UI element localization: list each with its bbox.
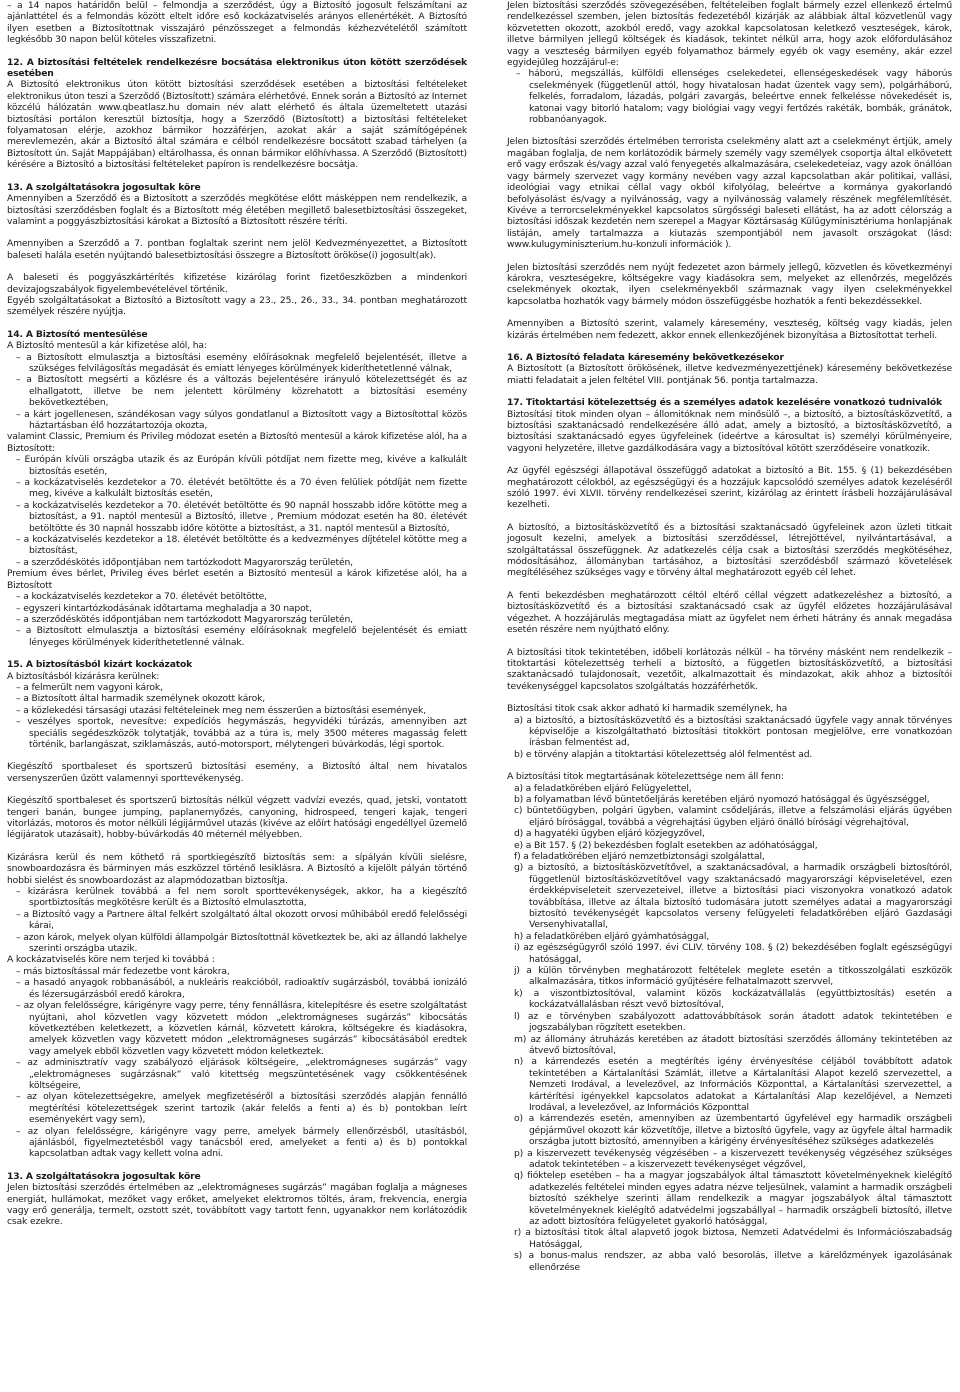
list-item: – a hasadó anyagok robbanásából, a nukleáris reakcióból, radioaktív sugárzásból, továbbá ionizáló és lézersugárzásból eredő károkra, [7,977,467,1000]
list-item: – a kockázatviselés kezdetekor a 18. életévét betöltötte és a kedvezményes díjtételel kötötte meg a biztosítást, [7,534,467,557]
list-item: c) büntetőügyben, polgári ügyben, valamint csődeljárás, illetve a felszámolási eljárás ügyében eljáró bírósággal, továbbá a végrehajtási ügyben eljáró önálló bírósági végrehajtóval, [514,805,952,828]
section-13-heading: 13. A szolgáltatásokra jogosultak köre [7,181,201,193]
list-item: a) a biztosító, a biztosításközvetítő és a biztosítási szaktanácsadó ügyfele vagy annak törvényes képviselője a kiszolgáltatható biztosítási titokkört pontosan megjelölve, erre vonatkozóan írásban felmentést ad, [514,714,952,749]
list-item: – a Biztosított által harmadik személynek okozott károk, [7,693,467,704]
section-16-left [7,1171,467,1228]
section-13-p2: Amennyiben a Szerződő a 7. pontban foglaltak szerint nem jelöl Kedvezményezettet, a Biztosított baleseti halála esetén nyújtandó balesetbiztosítási összegre a Biztosított örököse(i) jogosult(ak). [7,238,467,261]
left-column [7,0,467,1228]
list-item: k) a viszontbiztosítóval, valamint közös kockázatvállalás (együttbiztosítás) esetén a kockázatvállalásban részt vevő biztosítóval, [514,987,952,1011]
list-item: s) a bonus-malus rendszer, az abba való besorolás, illetve a kárelőzmények igazolásának ellenőrzése [514,1250,952,1273]
list-item: – kizárásra kerülnek továbbá a fel nem sorolt sporttevékenységek, akkor, ha a kiegészítő sportbiztosítás megkötésre került és a Biztosító elmulasztotta, [7,886,467,909]
list-item: e) a Bit 157. § (2) bekezdésben foglalt esetekben az adóhatósággal, [514,839,818,851]
section-16-left-heading: 13. A szolgáltatásokra jogosultak köre [7,1170,201,1182]
section-17-p5: A biztosítási titok tekintetében, időbeli korlátozás nélkül – ha törvény másként nem rendelkezik – titoktartási kötelezettség terheli a biztosító, a független biztosításközvetítő, a biztosítási szaktanácsadó tulajdonosait, vezetőit, alkalmazottait és mindazokat, akik ahhoz a biztosítói tevékenységgel kapcsolatos szolgáltatás hozzáférhetők. [507,646,952,692]
section-16-body: A Biztosított (a Biztosított örökösének, illetve kedvezményezettjének) káresemény bekövetkezése miatti feladatait a jelen feltétel VIII. pontjának 56. pontja tartalmazza. [507,363,952,386]
list-item: – veszélyes sportok, nevesítve: expedíciós hegymászás, hegyvidéki túrázás, amennyiben azt speciális segédeszközök tolytatják, továbbá az a túra is, mely 3500 méteres magasság felett történik, barlangászat, sziklamászás, autó-motorsport, mélytengeri búvárkodás, légi sportok. [7,716,467,750]
section-17-heading: 17. Titoktartási kötelezettség és a személyes adatok kezelésére vonatkozó tudnivalók [507,397,942,409]
list-item: – a közlekedési társasági utazási feltételeinek meg nem ésszerűen a biztosítási események, [7,705,467,716]
list-item: – egyszeri kintartózkodásának időtartama meghaladja a 30 napot, [7,603,467,614]
section-12-heading: 12. A biztosítási feltételek rendelkezésre bocsátása elektronikus úton kötött szerződések esetében [7,56,467,80]
list-item: – a felmerült nem vagyoni károk, [7,682,467,693]
list-item: b) a folyamatban lévő büntetőeljárás keretében eljáró nyomozó hatósággal és ügyészséggel, [514,793,930,805]
list-item: l) az e törvényben szabályozott adattovábbítások során átadott adatok tekintetében e jogszabályban rögzített esetekben. [514,1010,952,1034]
section-15-p2: Kiegészítő sportbaleset és sportszerű biztosítás nélkül végzett vadvízi evezés, quad, jetski, vontatott tengeri banán, bungee jumping, paplanernyőzés, canyoning, hidrospeed, tengeri kajak, tengeri vitorlázás, motoros és motor nélküli légijárművel utazás (kivéve az előírt hatósági engedéllyel üzemelő légijáratok utazásait), hobby-búvárkodás 40 méternél mélyebben. [7,795,467,841]
list-item: – a szerződéskötés időpontjában nem tartózkodott Magyarország területén, [7,614,467,625]
terror-exclusion [507,136,952,250]
section-13-p1: Amennyiben a Szerződő és a Biztosított a szerződés megkötése előtt másképpen nem rendelkezik, a biztosítási szerződésben foglalt és a Biztosított még életében megillető balesetbiztosítási összegeket, valamint a poggyászbiztosítási károkat a Biztosító a Biztosított részére téríti. [7,193,467,227]
war-exclusion [507,0,952,125]
list-item: – a kockázatviselés kezdetekor a 70. életévét betöltötte és 90 napnál hosszabb időre kötötte meg a biztosítást, a 91. naptól mentesül a Biztosító, illetve , Premium módozat esetén ha 80. életévét betöltötte és 30 napnál hosszabb időre kötötte a biztosítást, a 31. naptól mentesül a Biztosító, [7,500,467,534]
section-17 [507,397,952,1273]
list-item: – a szerződéskötés időpontjában nem tartózkodott Magyarország területén, [7,557,467,568]
section-16-heading: 16. A Biztosító feladata káresemény bekövetkezésekor [507,351,784,363]
burden-of-proof-text: Amennyiben a Biztosító szerint, valamely káresemény, veszteség, költség vagy kiadás, jelen kizárás értelmében nem fedezett, akkor ennek ellenkezőjének bizonyítása a Biztosítottat terheli. [507,318,952,341]
list-item: o) a kárrendezés esetén, amennyiben az üzembentartó ügyfelével egy harmadik országbeli gépjárművel okozott kár közvetítője, illetve a biztosító ügyfele, vagy az ügyfele által harmadik országba jutott biztosító, amennyiben a kárigény érvényesítéséhez szükséges adatkezelés [514,1113,952,1148]
section-12 [7,57,467,171]
list-item: d) a hagyatéki ügyben eljáró közjegyzővel, [514,828,705,840]
burden-of-proof [507,318,952,341]
list-item: q) fióktelep esetében – ha a magyar jogszabályok által támasztott követelményeknek kielégítő adatkezelés feltételei minden egyes adatra nézve teljesülnek, valamint a harmadik országbeli biztosító székhelye szerinti állam rendelkezik a magyar jogszabályok által támasztott követelményeknek kielégítő adatvédelmi jogszabállyal – harmadik országbeli biztosító, illetve az adott biztosítóra felügyeletet gyakorló hatósággal, [514,1170,952,1227]
section-14-heading: 14. A Biztosító mentesülése [7,328,148,340]
list-item: – a Biztosított megsérti a közlésre és a változás bejelentésére irányuló kötelezettségét és az elhallgatott, illetve be nem jelentett körülmény közrehatott a biztosítási esemény bekövetkeztében, [7,374,467,408]
list-item: – az adminisztratív vagy szabályozó eljárások költségeire, „elektromágneses sugárzás” vagy „elektromágneses sugárzásnak” való kitettség megszüntetésének vagy csökkentésének költségeire, [7,1057,467,1091]
section-14-intro: A Biztosító mentesül a kár kifizetése alól, ha: [7,340,207,352]
prevention-exclusion-text: Jelen biztosítási szerződés nem nyújt fedezetet azon bármely jellegű, közvetlen és következményi károkra, veszteségekre, költségekre vagy kiadásokra sem, melyeket az ellenőrzés, megelőzés cselekmények okoztak, ilyen cselekményekből származnak vagy ilyen cselekményekkel kapcsolatba hozhatók vagy bármely módon összefüggésbe hozhatók a fenti bekezdéssekkel. [507,261,952,307]
section-12-body: A Biztosító elektronikus úton kötött biztosítási szerződések esetében a biztosítási feltételeket elektronikus úton teszi a Szerződő (Biztosított) számára elérhetővé. Ennek során a Biztosító az Internet közcélú hálózatán www.qbeatlasz.hu domain név alatt elérhető és általa üzemeltetett utazási biztosítási portálon keresztül biztosítja, hogy a Szerződő (Biztosított) a biztosítási feltételeket folyamatosan elérje, azokhoz bármikor hozzáférjen, azokat akár a saját számítógépének merevlemezén, akár a Biztosító által számára e célból rendelkezésre bocsátott szabad tárhelyen (a Biztosított ún. Saját Mappájában) eltárolhassa, és onnan bármikor előhívhassa. A Szerződő (Biztosított) kérésére a Biztosító a biztosítási feltételeket papíron is rendelkezésre bocsátja. [7,79,467,171]
section-16-left-tail: Jelen biztosítási szerződés értelmében az „elektromágneses sugárzás” magában foglalja a mágneses energiát, hullámokat, mezőket vagy erőket, amelyeket elektromos töltés, áram, frekvencia, energia vagy erő generálja, termelt, ozstott szét, továbbított vagy tartott fenn, ugyanakkor nem korlátozódik csak ezekre. [7,1182,467,1228]
section-13-p3: A baleseti és poggyászkártérítés kifizetése kizárólag forint fizetőeszközben a mindenkori devizajogszabályok figyelembevételével történik. [7,272,467,295]
section-14-mid2: Premium éves bérlet, Privileg éves bérlet esetén a Biztosító mentesül a károk kifizetése alól, ha a Biztosított [7,568,467,591]
section-15 [7,659,467,1160]
list-item: p) a kiszervezett tevékenység végzésében – a kiszervezett tevékenység végzéséhez szükséges adatok tekintetében – a kiszervezett tevékenységet végzővel, [514,1147,952,1170]
section-15-p1: Kiegészítő sportbaleset és sportszerű biztosítási esemény, a Biztosító által nem hivatalos versenyszerűen űzött valamennyi sporttevékenység. [7,761,467,784]
list-item: m) az állomány átruházás keretében az átadott biztosítási szerződés állomány tekintetében az átvevő biztosítóval, [514,1033,952,1056]
section-15-p3: Kizárásra kerül és nem köthető rá sportkiegészítő biztosítás sem: a sípályán kívüli sielésre, snowboardozásra és bárminyen más eszközzel történő lesiklásra. A Biztosító a kijelölt pályán történő hobbi sielést és snowboardozást az alapmódozatban biztosítja. [7,851,467,886]
list-item: h) a feladatkörében eljáró gyámhatósággal, [514,930,709,942]
section-15-heading: 15. A biztosításból kizárt kockázatok [7,659,193,671]
section-16 [507,352,952,386]
section-17-p7: A biztosítási titok megtartásának kötelezettsége nem áll fenn: [507,771,784,783]
list-item: – a kockázatviselés kezdetekor a 70. életévét betöltötte, [7,591,467,602]
list-item: – más biztosítással már fedezetbe vont károkra, [7,966,467,977]
list-item: – az olyan felelősségre, kárigényre vagy perre, amelyek bármely ellenőrzésből, utasításból, ajánlásból, figyelmeztetésből vagy tanácsból ered, amelyeket a fenti a) és b) pontokkal kapcsolatban adtak vagy kellett volna adni. [7,1126,467,1160]
section-14-mid: valamint Classic, Premium és Privileg módozat esetén a Biztosító mentesül a károk kifizetése alól, ha a Biztosított: [7,431,467,454]
section-15-intro2: A kockázatviselés köre nem terjed ki továbbá : [7,954,215,966]
section-14 [7,329,467,648]
intro-paragraph [7,0,467,46]
right-column [507,0,952,1273]
list-item: n) a kárrendezés esetén a megtérítés igény érvényesítése céljából továbbított adatok tekintetében a Kártalanítási Számlát, illetve a Kártalanítási Alapot kezelő szervezettel, a Nemzeti Irodával, a levelezővel, az Információs Központtal, a Kártalanítási szervezettel, a kártérítési igényekkel kapcsolatos adatokat a Kártalanítási Alap kezelőjével, a Nemzeti Irodával, a levelezővel, az Információs Központtal [514,1056,952,1113]
list-item: – az olyan felelősségre, kárigényre vagy perre, tény fennállásra, kitelepítésre és esetre szolgáltatást nyújtani, ahol közvetlen vagy közvetett módon „elektromágneses sugárzás” kibocsátás következtében keletkezett, a közvetlen kárnál, közvetett károkra, költségekre és kiadásokra, amelyek közvetlen vagy közvetett módon „elektromágneses sugárzás” kibocsátásából eredtek vagy amelyek ebből közvetlen vagy közvetett módon keletkeztek. [7,1000,467,1057]
list-item: – az olyan kötelezettségekre, amelyek megfizetéséről a biztosítási szerződés alapján fennálló megtérítési kötelezettségek szerint tartozik (akár felelős a fenti a) és b) pontokban leírt eseményekért vagy sem), [7,1091,467,1125]
terror-exclusion-text: Jelen biztosítási szerződés értelmében terrorista cselekmény alatt azt a cselekményt értjük, amely magában foglalja, de nem korlátozódik bármely személy vagy személyek csoportja által elkövetett erő vagy erőszak és/vagy azzal való fenyegetés alkalmazására, cselekedeteiaz, vagy azok önállóan vagy bármely szervezet vagy kormány nevében vagy azzal kapcsolatban akár politikai, vallási, ideológiai vagy etnikai céllal vagy okból kifolyólag, beleértve a kormánya gyakorlandó befolyásolást és/vagy a nyilvánosság, vagy a nyilvánosság valamely részének megfélemlítését. Kivéve a terrorcselekményekkel kapcsolatos sürgősségi baleseti ellátást, ha az adott célország a biztosítási időszak kezdetén nem szerepel a Magyar Köztársaság Külügyminisztériuma honlapjának listáján, amely tartalmazza a kiutazás szempontjából nem javasolt országokat (lásd: www.kulugyminiszterium.hu-konzuli információk ). [507,136,952,251]
prevention-exclusion [507,262,952,308]
section-17-p2: Az ügyfél egészségi állapotával összefüggő adatokat a biztosító a Bit. 155. § (1) bekezdésében meghatározott célokból, az egészségügyi és a hozzájuk kapcsolódó személyes adatok kezeléséről szóló 1997. évi XLVII. törvény rendelkezései szerint, kizárólag az érintett írásbeli hozzájárulásával kezelheti. [507,465,952,511]
list-item: f) a feladatkörében eljáró nemzetbiztonsági szolgálattal, [514,851,765,862]
list-item: i) az egészségügyről szóló 1997. évi CLIV. törvény 108. § (2) bekezdésében foglalt egészségügyi hatósággal, [514,942,952,965]
section-17-p3: A biztosító, a biztosításközvetítő és a biztosítási szaktanácsadó ügyfeleinek azon üzleti titkait jogosult kezelni, amelyek a biztosítási szerződéssel, létrejöttével, nyilvántartásával, a szolgáltatással összefüggnek. Az adatkezelés célja csak a biztosítási szerződés megkötéséhez, módosításához, állományban tartásához, a biztosítási szerződésből származó követelések megítéléséhez szükséges vagy e törvény által meghatározott egyéb cél lehet. [507,521,952,579]
list-item: b) e törvény alapján a titoktartási kötelezettség alól felmentést ad. [514,748,813,760]
intro-text: – a 14 napos határidőn belül – felmondja a szerződést, úgy a Biztosító jogosult felszámítani az ajánlattétel és a felmondás között eltelt időre eső kockázatviselés arányos ellenértékét. A Biztosító ilyen esetben a Biztosítottnak visszajáró pénzösszeget a felmondás kézhezvételétől számított legkésőbb 30 napon belül köteles visszafizetni. [7,0,467,46]
list-item: j) a külön törvényben meghatározott feltételek meglete esetén a titkosszolgálati eszközök alkalmazására, titkos információ gyűjtésére felhatalmazott szervvel, [514,965,952,988]
list-item: – azon károk, melyek olyan külföldi állampolgár Biztosítottnál következtek be, aki az állandó lakhelye szerinti országba utazik. [7,932,467,955]
list-item: – a Biztosított elmulasztja a biztosítási esemény előírásoknak megfelelő bejelentését, illetve a szükséges felvilágosítás megadását és emiatt lényeges körülmények kideríthetetlenné válnak, [7,352,467,375]
section-17-p1: Biztosítási titok minden olyan – állomitóknak nem minősülő –, a biztosító, a biztosításközvetítő, a biztosítási szaktanácsadó rendelkezésére álló adat, amely a biztosító, a biztosításközvetítő, a biztosítási szaktanácsadó egyes ügyfeleinek (ideértve a károsultat is) személyi körülményeire, vagyoni helyzetére, illetve gazdálkodására vagy a biztosítóval kötött szerződéseire vonatkozik. [507,408,952,454]
section-17-p4: A fenti bekezdésben meghatározott céltól eltérő céllal végzett adatkezeléshez a biztosító, a biztosításközvetítő és a biztosítási szaktanácsadó csak az ügyfél előzetes hozzájárulásával végezhet. A hozzájárulás megtagadása miatt az ügyfelet nem érheti hátrány és annak megadása esetén részére nem nyújtható előny. [507,589,952,636]
list-item: – háború, megszállás, külföldi ellenséges cselekedetei, ellenségeskedések vagy háborús cselekmények (függetlenül attól, hogy hivatalosan hadat üzentek vagy sem), polgárháború, felkelés, forradalom, lázadás, polgári zavargás, beleértve ennek felkelésse növekedését is, katonai vagy bitorló hatalom; vagy biológiai vagy vegyi fertőzés rakéták, bombák, gránátok, robbanóanyagok. [507,68,952,125]
list-item: – a Biztosító vagy a Partnere által felkért szolgáltató által okozott orvosi műhibából eredő felelősségi kárai, [7,909,467,932]
section-15-intro: A biztosításból kizárásra kerülnek: [7,670,160,682]
list-item: – a kockázatviselés kezdetekor a 70. életévét betöltötte és a 70 éven felüliek pótdíját nem fizette meg, kivéve a kalkulált biztosítás esetén, [7,477,467,500]
war-exclusion-text: Jelen biztosítási szerződés szövegezésében, feltételeiben foglalt bármely ezzel ellenkező értelmű rendelkezéssel szemben, jelen biztosítás fedezetéből kizárják az alábbiak által közvetlenül vagy közvetetten okozott, azokból eredő, vagy azokkal kapcsolatosan keletkező veszteségek, károk, illetve bármilyen jellegű költségek és kiadások, tekintet nélkül arra, hogy azok előfordulásához vagy a veszteség bármilyen egyéb folyamathoz bármely egyéb ok vagy esemény, akár ezzel egyidejűleg hozzájárul-e: [507,0,952,69]
list-item: a) a feladatkörében eljáró Felügyelettel, [514,782,692,794]
list-item: r) a biztosítási titok által alapvető jogok biztosa, Nemzeti Adatvédelmi és Információszabadság Hatósággal, [514,1227,952,1250]
list-item: – a Biztosított elmulasztja a biztosítási esemény előírásoknak megfelelő bejelentését és emiatt lényeges körülmények kideríthetetlenné válnak. [7,625,467,648]
section-13 [7,182,467,318]
list-item: – Európán kívüli országba utazik és az Európán kívüli pótdíjat nem fizette meg, kivéve a kalkulált biztosítás esetén, [7,454,467,477]
section-17-p6: Biztosítási titok csak akkor adható ki harmadik személynek, ha [507,703,788,715]
section-13-p4: Egyéb szolgáltatásokat a Biztosító a Biztosított vagy a 23., 25., 26., 33., 34. pontban meghatározott személyek részére nyújtja. [7,294,467,318]
list-item: g) a biztosító, a biztosításközvetítővel, a szaktanácsadóval, a harmadik országbeli biztosítóról, függetlenül biztosításközvetítővel vagy szaktanácsadó magyarországi képviseletével, ezen érdekképviseleteit szervezeteivel, illetve a biztosítási piaci viszonyokra vonatkozó adatok továbbítása, illetve az általa biztosító tudomására jutott személyes adatai a magyarországi biztosító tevékenységét kapcsolatos verseny felügyeleti feladatkörében eljáró Gazdasági Versenyhivatallal, [514,862,952,931]
list-item: – a kárt jogellenesen, szándékosan vagy súlyos gondatlanul a Biztosított vagy a Biztosítottal közös háztartásban élő hozzátartozója okozta, [7,409,467,432]
